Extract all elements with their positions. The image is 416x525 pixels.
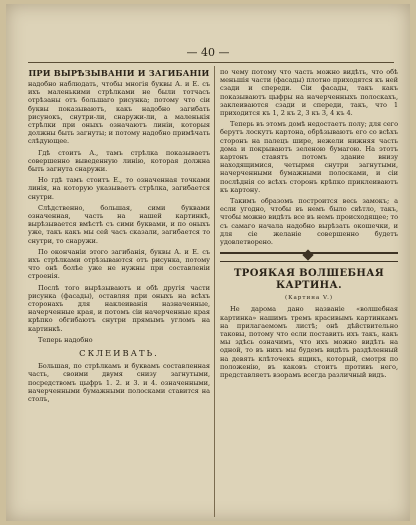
paragraph: надобно наблюдать, чтобы многія буквы А. и Е. съ ихъ маленькими стрѣлками не были тотчасъ отрѣзаны отъ большаго рисунка; потому что сіи буквы показываютъ, какъ надобно загибать рисунокъ, снутри-ли, снаружи-ли, а маленькія стрѣлки при оныхъ означаютъ линіи, которыя должны быть загнуты; и потому надобно примѣчать слѣдующее. xyxy=(28,80,210,146)
section-heading-gluing: СКЛЕИВАТЬ. xyxy=(79,348,159,359)
right-column xyxy=(220,68,398,382)
paragraph: Слѣдственно, большая, сими буквами означенная, часть на нашей картинкѣ, вырѣзывается вмѣстѣ съ сими буквами, и по оныхъ уже, такъ какъ мы сей часъ сказали, загибается то снутри, то снаружи. xyxy=(28,203,210,245)
paragraph: Гдѣ стоитъ А., тамъ стрѣлка показываетъ совершенно выведенную линію, которая должна быть загнута снаружи. xyxy=(28,148,210,174)
ornamental-rule xyxy=(220,252,398,262)
article-subtitle: (Картина V.) xyxy=(284,295,334,302)
paragraph: Большая, по стрѣлкамъ и буквамъ составленная часть, своими двумя снизу загнутыми, посредствомъ цыфръ 1. 2. и 3. и 4. означенными, начерченными бумажными полосками ставится на столъ, xyxy=(28,362,210,403)
paragraph: Но гдѣ тамъ стоитъ Е., то означенная точками линія, на которую указываетъ стрѣлка, загибается снутри. xyxy=(28,176,210,201)
paragraph: Послѣ того вырѣзываютъ и обѣ другія части рисунка (фасады), оставляя при оныхъ на всѣхъ сторонахъ для наклеиванія назначенные, начерченные края, и потомъ сіи начерченные края крѣпко обгибаютъ снутри прямымъ угломъ на картинкѣ. xyxy=(28,283,210,333)
section-heading-cutting: ПРИ ВЫРѢЗЫВАНІИ И ЗАГИБАНІИ xyxy=(28,68,210,78)
paragraph: Не дарома дано названіе «волшебная картинка» нашимъ тремъ красивымъ картинкамъ на прилагаемомъ листѣ; онѣ дѣйствительно таковы, потому что если поставить ихъ такъ, какъ мы здѣсь означимъ, что ихъ можно видѣть на одной, то въ нихъ мы будемъ видѣть раздѣленный на девять клѣточекъ ящикъ, который, смотря по положенію, въ каковъ стоитъ противъ него, представляетъ взорамъ всегда различный видъ. xyxy=(220,305,398,380)
paragraph: Теперь надобно xyxy=(38,335,93,344)
paragraph: Такимъ образомъ построится весь замокъ; а если угодно, чтобы въ немъ было свѣтло, такъ, чтобы можно видѣть все въ немъ происходящее; то съ самаго начала надобно вырѣзать окошечки, и для сіе желаніе совершенно будетъ удовлетворено. xyxy=(220,197,398,247)
left-column xyxy=(28,68,210,406)
page-number: — 40 — xyxy=(186,46,230,59)
book-page xyxy=(6,4,410,521)
header-rule xyxy=(28,62,394,63)
article-title: ТРОЯКАЯ ВОЛШЕБНАЯ КАРТИНА. xyxy=(233,268,385,292)
column-divider xyxy=(214,66,215,517)
paragraph: по чему потому что часть можно видѣть, что обѣ меньшія части (фасады) плотно приходятся къ ней сзади и спереди. Сіи фасады, такъ какъ показываютъ цыфры на начерченныхъ полоскахъ, заклеиваются сзади и спереди, такъ, что 1 приходится къ 1, 2 къ 2, 3 къ 3, 4 къ 4. xyxy=(220,68,398,118)
paragraph: Теперь въ этомъ домѣ недостаетъ полу; для сего берутъ лоскутъ картона, обрѣзываютъ его со всѣхъ сторонъ на палецъ шире, нежели нижняя часть дома и покрываютъ зеленою бумагою. На этотъ картонъ ставятъ потомъ здание внизу находящимися, четырмя снутри загнутыми, начерченными бумажными полосками, и сіи послѣднія со всѣхъ сторонъ крѣпко приклеиваютъ къ картону. xyxy=(220,120,398,194)
paragraph: По окончаніи этого загибанія, буквы А. и Е. съ ихъ стрѣлками отрѣзываются отъ рисунка, потому что онѣ болѣе уже не нужны при составленіи строенія. xyxy=(28,247,210,281)
